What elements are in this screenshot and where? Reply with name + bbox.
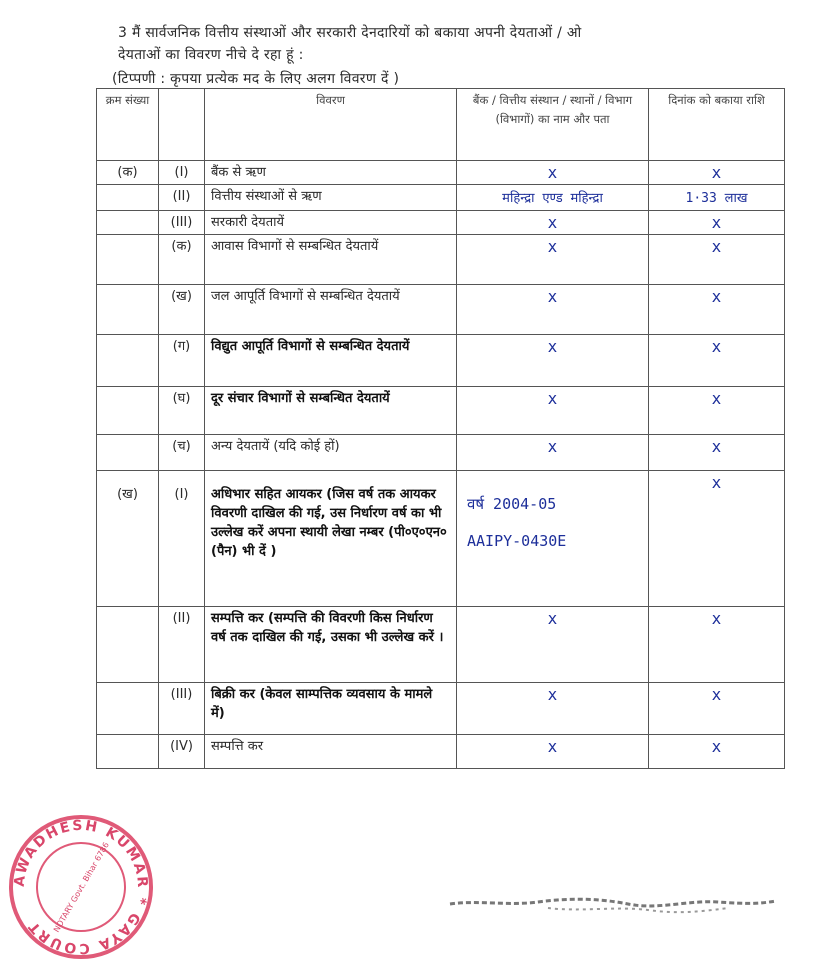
item-description: अधिभार सहित आयकर (जिस वर्ष तक आयकर विवरणी दाखिल की गई, उस निर्धारण वर्ष का भी उल्लेख करें अपना स्थायी लेखा नम्बर (पी०ए०एन० (पैन) भी दें ) (205, 471, 457, 607)
empty-cell (97, 735, 159, 769)
item-number: (I) (159, 471, 205, 607)
table-row (97, 471, 785, 607)
empty-cell (97, 185, 159, 211)
header-serial: क्रम संख्या (97, 89, 159, 161)
seal-inner-text: NOTARY Govt. Bihar 6786 (51, 840, 111, 934)
table-row (97, 161, 785, 185)
liabilities-table (96, 88, 785, 769)
item-number: (ख) (159, 285, 205, 335)
cross-mark: x (457, 161, 649, 185)
seal-outer-text: AWADHESH KUMAR * GAYA COURT (11, 817, 151, 957)
table-row (97, 607, 785, 683)
item-number: (ग) (159, 335, 205, 387)
empty-cell (97, 387, 159, 435)
empty-cell (97, 335, 159, 387)
empty-cell (97, 607, 159, 683)
cross-mark: x (457, 211, 649, 235)
item-description: आवास विभागों से सम्बन्धित देयतायें (205, 235, 457, 285)
table-row (97, 211, 785, 235)
intro-note: (टिप्पणी : कृपया प्रत्येक मद के लिए अलग विवरण दें ) (112, 71, 400, 87)
item-description: दूर संचार विभागों से सम्बन्धित देयतायें (205, 387, 457, 435)
cross-mark: x (649, 161, 785, 185)
intro-line-1: 3 मैं सार्वजनिक वित्तीय संस्थाओं और सरकारी देनदारियों को बकाया अपनी देयताओं / ओ (118, 25, 582, 41)
section-label: (क) (97, 161, 159, 185)
header-bank: बैंक / वित्तीय संस्थान / स्थानों / विभाग (विभागों) का नाम और पता (457, 89, 649, 161)
cross-mark: x (649, 471, 785, 607)
cross-mark: x (457, 435, 649, 471)
section-label: (ख) (97, 471, 159, 607)
table-row (97, 735, 785, 769)
header-amount: दिनांक को बकाया राशि (649, 89, 785, 161)
intro-line-2: देयताओं का विवरण नीचे दे रहा हूं : (118, 47, 304, 63)
cross-mark: x (649, 285, 785, 335)
cross-mark: x (649, 211, 785, 235)
item-description: सम्पत्ति कर (सम्पत्ति की विवरणी किस निर्धारण वर्ष तक दाखिल की गई, उसका भी उल्लेख करें । (205, 607, 457, 683)
cross-mark: x (649, 735, 785, 769)
item-number: (II) (159, 185, 205, 211)
cross-mark: x (649, 387, 785, 435)
table-row (97, 683, 785, 735)
table-row (97, 185, 785, 211)
item-number: (II) (159, 607, 205, 683)
table-header-row (97, 89, 785, 161)
cross-mark: x (457, 285, 649, 335)
item-number: (III) (159, 211, 205, 235)
table-row (97, 387, 785, 435)
cross-mark: x (457, 683, 649, 735)
handwritten-tax-details (457, 471, 649, 607)
cross-mark: x (649, 335, 785, 387)
item-number: (च) (159, 435, 205, 471)
signature-mark (448, 890, 778, 916)
assessment-year: वर्ष 2004-05 (467, 495, 557, 513)
table-row (97, 435, 785, 471)
cross-mark: x (457, 335, 649, 387)
cross-mark: x (649, 435, 785, 471)
item-number: (III) (159, 683, 205, 735)
handwritten-bank-name: महिन्द्रा एण्ड महिन्द्रा (457, 185, 649, 211)
cross-mark: x (649, 235, 785, 285)
table-row (97, 235, 785, 285)
item-description: जल आपूर्ति विभागों से सम्बन्धित देयतायें (205, 285, 457, 335)
item-description: सम्पत्ति कर (205, 735, 457, 769)
item-description: बिक्री कर (केवल साम्पत्तिक व्यवसाय के मामले में) (205, 683, 457, 735)
empty-cell (97, 235, 159, 285)
empty-cell (97, 285, 159, 335)
cross-mark: x (649, 683, 785, 735)
cross-mark: x (457, 387, 649, 435)
cross-mark: x (457, 735, 649, 769)
cross-mark: x (457, 607, 649, 683)
cross-mark: x (649, 607, 785, 683)
header-description: विवरण (205, 89, 457, 161)
item-description: बैंक से ऋण (205, 161, 457, 185)
item-number: (क) (159, 235, 205, 285)
item-description: अन्य देयतायें (यदि कोई हों) (205, 435, 457, 471)
header-blank (159, 89, 205, 161)
empty-cell (97, 211, 159, 235)
table-row (97, 285, 785, 335)
item-description: वित्तीय संस्थाओं से ऋण (205, 185, 457, 211)
notary-seal-stamp (6, 812, 156, 962)
item-number: (I) (159, 161, 205, 185)
item-number: (घ) (159, 387, 205, 435)
empty-cell (97, 683, 159, 735)
item-description: विद्युत आपूर्ति विभागों से सम्बन्धित देयतायें (205, 335, 457, 387)
empty-cell (97, 435, 159, 471)
item-description: सरकारी देयतायें (205, 211, 457, 235)
table-row (97, 335, 785, 387)
pan-number: AAIPY-0430E (467, 532, 567, 550)
handwritten-amount: 1·33 लाख (649, 185, 785, 211)
item-number: (IV) (159, 735, 205, 769)
cross-mark: x (457, 235, 649, 285)
